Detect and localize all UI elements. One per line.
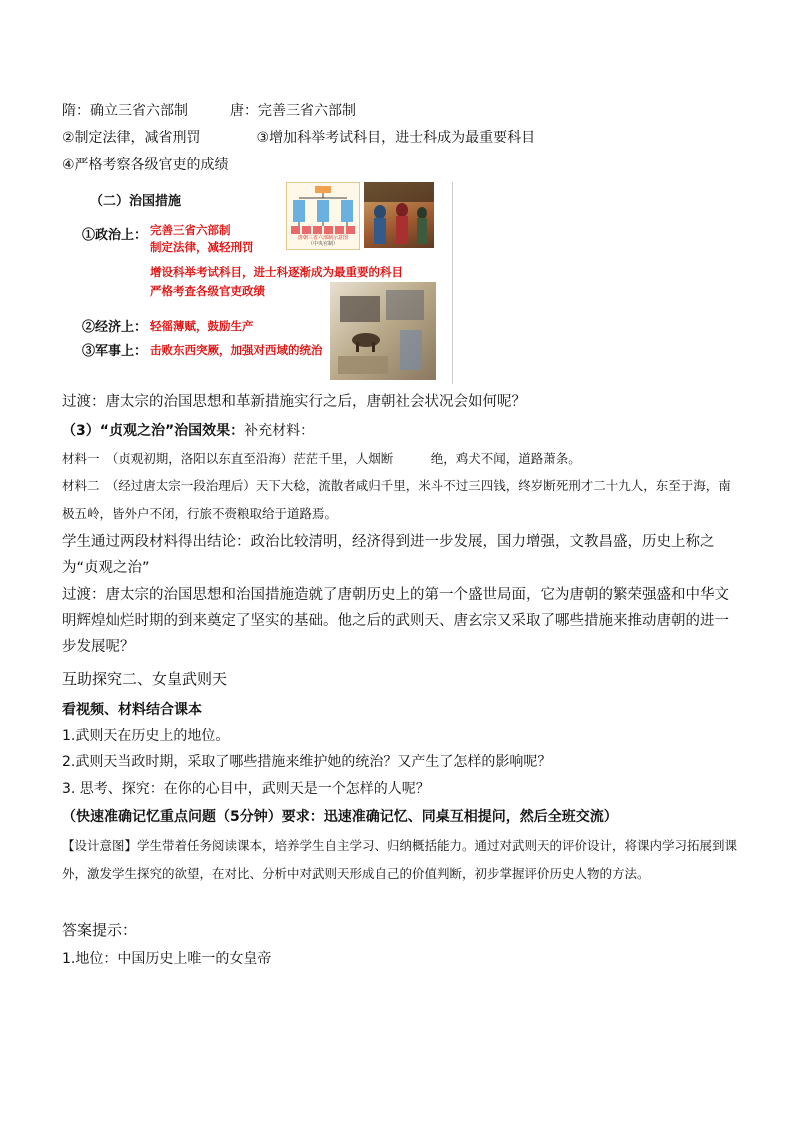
line-official-review: ④严格考察各级官吏的成绩 xyxy=(62,157,229,173)
quick-recall-instruction: （快速准确记忆重点问题（5分钟）要求：迅速准确记忆、同桌互相提问，然后全班交流） xyxy=(62,809,618,825)
transition-question-2: 过渡：唐太宗的治国思想和治国措施造就了唐朝历史上的第一个盛世局面，它为唐朝的繁荣强盛和中华文明辉煌灿烂时期的到来奠定了坚实的基础。他之后的武则天、唐玄宗又采取了哪些措施来推动唐朝的进一步发展呢？ xyxy=(62,587,729,655)
farming-painting xyxy=(330,282,436,380)
politics-item-3: 增设科举考试科目，进士科逐渐成为最重要的科目 xyxy=(150,267,403,279)
politics-item-2: 制定法律，减轻刑罚 xyxy=(150,242,254,254)
answer-hint: 答案提示： xyxy=(62,921,138,939)
transition-question-1: 过渡：唐太宗的治国思想和革新措施实行之后，唐朝社会状况会如何呢？ xyxy=(62,394,526,410)
task-1: 1.武则天在历史上的地位。 xyxy=(62,728,230,744)
diagram-caption-1: 唐朝三省六部制示意图 xyxy=(297,235,348,241)
economy-text: 轻徭薄赋，鼓励生产 xyxy=(150,321,254,333)
line-sui-tang-system: 隋：确立三省六部制 唐：完善三省六部制 xyxy=(62,103,356,119)
material-two: 材料二 （经过唐太宗一段治理后）天下大稔，流散者咸归千里，米斗不过三四钱，终岁断死刑才二十九人，东至于海，南极五岭，皆外户不闭，行旅不赍粮取给于道路焉。 xyxy=(62,478,731,521)
three-departments-diagram xyxy=(286,182,360,250)
explore-section-title: 互助探究二、女皇武则天 xyxy=(62,670,228,688)
politics-label: ①政治上： xyxy=(82,227,148,242)
section3-suffix: 补充材料： xyxy=(244,423,315,439)
student-conclusion: 学生通过两段材料得出结论：政治比较清明，经济得到进一步发展，国力增强，文教昌盛，历史上称之为“贞观之治” xyxy=(62,534,715,576)
tang-court-painting xyxy=(364,182,434,248)
material-one: 材料一 （贞观初期，洛阳以东直至沿海）茫茫千里，人烟断 绝，鸡犬不闻，道路萧条。 xyxy=(62,451,581,466)
section3-title: （3）“贞观之治”治国效果： xyxy=(62,423,245,439)
section3-line xyxy=(62,421,314,441)
diagram-caption-2: （中央官制） xyxy=(307,241,338,247)
slide-divider xyxy=(452,182,453,384)
design-intent: 【设计意图】学生带着任务阅读课本，培养学生自主学习、归纳概括能力。通过对武则天的评价设计，将课内学习拓展到课外，激发学生探究的欲望，在对比、分析中对武则天形成自己的价值判断，初步掌握评价历史人物的方法。 xyxy=(62,838,738,881)
military-label: ③军事上： xyxy=(82,343,148,358)
task-3: 3. 思考、探究：在你的心目中，武则天是一个怎样的人呢？ xyxy=(62,781,430,797)
politics-item-1: 完善三省六部制 xyxy=(150,225,231,237)
slide-heading: （二）治国措施 xyxy=(90,193,182,208)
farming-painting-drawing xyxy=(330,282,436,380)
politics-item-4: 严格考查各级官吏政绩 xyxy=(150,286,265,298)
answer-1: 1.地位：中国历史上唯一的女皇帝 xyxy=(62,951,272,967)
line-law-and-exams: ②制定法律，减省刑罚 ③增加科举考试科目，进士科成为最重要科目 xyxy=(62,130,536,146)
governance-slide xyxy=(68,182,454,382)
economy-label: ②经济上： xyxy=(82,319,148,334)
task-heading: 看视频、材料结合课本 xyxy=(62,702,202,718)
court-painting-drawing xyxy=(364,182,434,248)
task-2: 2.武则天当政时期，采取了哪些措施来维护她的统治？又产生了怎样的影响呢？ xyxy=(62,754,552,770)
military-text: 击败东西突厥，加强对西域的统治 xyxy=(150,345,323,357)
